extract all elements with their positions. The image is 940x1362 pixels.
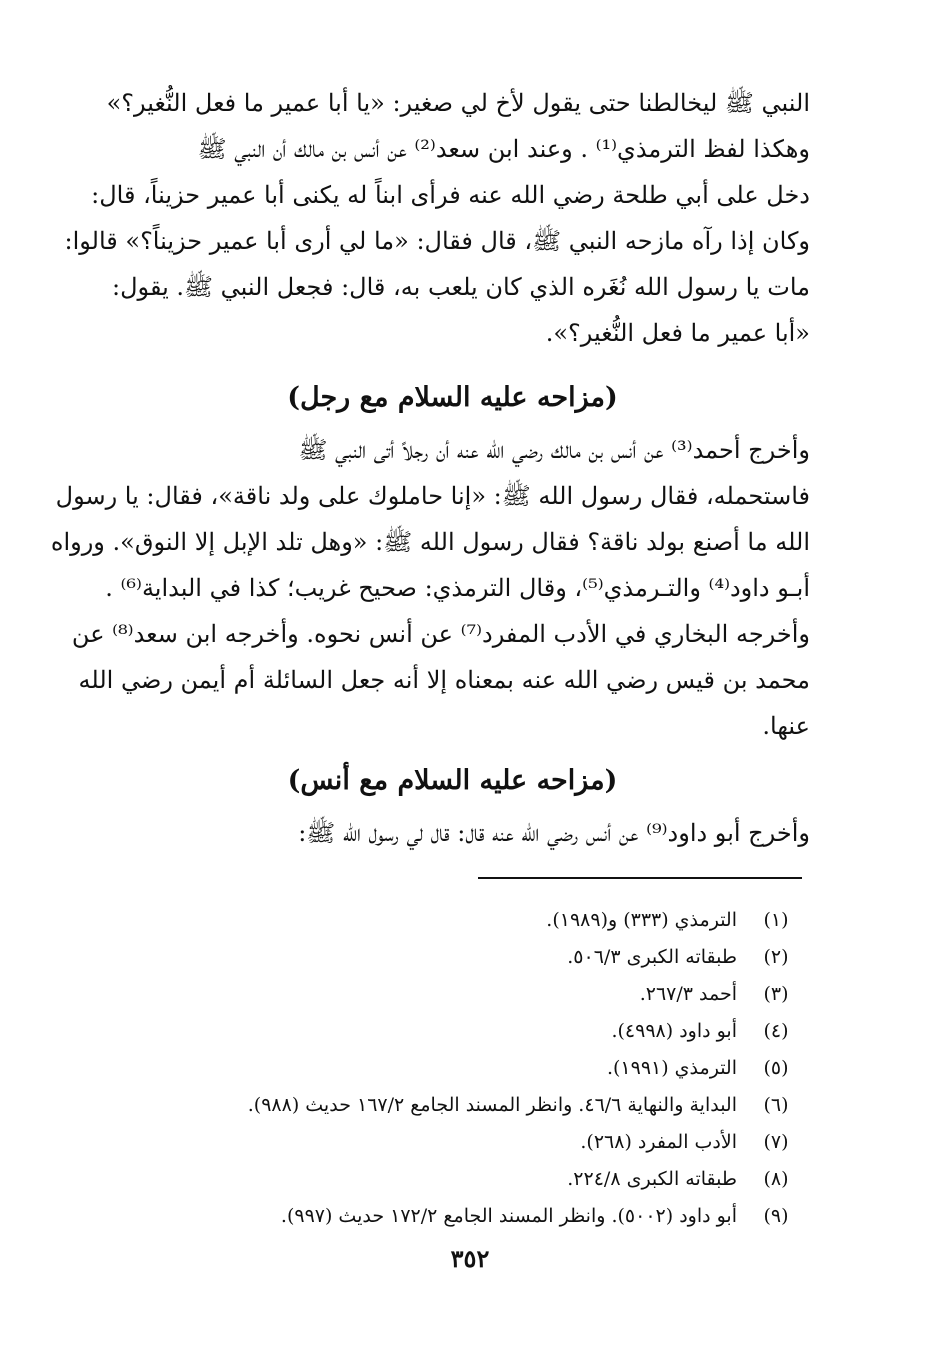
page-number: ٣٥٢ <box>450 1244 490 1273</box>
text-line: وأخرج أحمد⁽³⁾ عن أنس بن مالك رضي الله عنه أن رجلاً أتى النبي ﷺ <box>298 436 810 464</box>
footnote-item <box>140 1161 805 1198</box>
section-heading-man: (مزاحه عليه السلام مع رجل) <box>287 382 618 413</box>
text-line: وأخرجه البخاري في الأدب المفرد⁽⁷⁾ عن أنس نحوه. وأخرجه ابن سعد⁽⁸⁾ عن <box>71 620 810 648</box>
footnote-number: (٥) <box>763 1057 789 1079</box>
text-line: وكان إذا رآه مازحه النبي ﷺ، قال فقال: «ما لي أرى أبا عمير حزيناً؟» قالوا: <box>64 227 810 255</box>
footnote-text: الترمذي (٣٣٣) و(١٩٨٩). <box>546 909 737 931</box>
footnote-text: أبو داود (٤٩٩٨). <box>611 1020 737 1042</box>
footnote-number: (٩) <box>763 1205 789 1227</box>
text-line: وهكذا لفظ الترمذي⁽¹⁾ . وعند ابن سعد⁽²⁾ عن أنس بن مالك أن النبي ﷺ <box>197 135 810 163</box>
footnote-number: (٢) <box>763 946 789 968</box>
footnote-number: (١) <box>763 909 789 931</box>
text-line: «أبا عمير ما فعل النُّغير؟». <box>545 319 810 347</box>
footnote-item <box>140 902 805 939</box>
section-heading-anas: (مزاحه عليه السلام مع أنس) <box>287 765 618 796</box>
footnote-number: (٧) <box>763 1131 789 1153</box>
footnote-number: (٦) <box>763 1094 789 1116</box>
paragraph-2 <box>50 427 810 749</box>
footnote-text: أحمد ٢٦٧/٣. <box>639 983 737 1005</box>
footnote-text: الأدب المفرد (٢٦٨). <box>580 1131 737 1153</box>
footnote-item <box>140 1198 805 1235</box>
paragraph-1 <box>64 80 810 356</box>
footnote-separator <box>478 877 802 879</box>
text-line: فاستحمله، فقال رسول الله ﷺ: «إنا حاملوك على ولد ناقة»، فقال: يا رسول <box>55 482 810 510</box>
footnote-text: طبقاته الكبرى ٢٢٤/٨. <box>567 1168 737 1190</box>
footnote-number: (٣) <box>763 983 789 1005</box>
text-line: مات يا رسول الله نُغَره الذي كان يلعب به، قال: فجعل النبي ﷺ. يقول: <box>112 273 810 301</box>
text-line: النبي ﷺ ليخالطنا حتى يقول لأخ لي صغير: «يا أبا عمير ما فعل النُّغير؟» <box>106 89 810 117</box>
text-line: عنها. <box>762 712 810 740</box>
text-line: الله ما أصنع بولد ناقة؟ فقال رسول الله ﷺ: «وهل تلد الإبل إلا النوق». ورواه <box>50 528 810 556</box>
footnote-number: (٨) <box>763 1168 789 1190</box>
text-line: أبـو داود⁽⁴⁾ والتـرمذي⁽⁵⁾، وقال الترمذي: صحيح غريب؛ كذا في البداية⁽⁶⁾ . <box>105 574 810 602</box>
footnote-item <box>140 1124 805 1161</box>
footnote-text: البداية والنهاية ٤٦/٦. وانظر المسند الجامع ١٦٧/٢ حديث (٩٨٨). <box>247 1094 737 1116</box>
footnote-text: أبو داود (٥٠٠٢). وانظر المسند الجامع ١٧٢/٢ حديث (٩٩٧). <box>280 1205 737 1227</box>
footnote-item <box>140 976 805 1013</box>
footnote-item <box>140 1050 805 1087</box>
text-line: دخل على أبي طلحة رضي الله عنه فرأى ابناً له يكنى أبا عمير حزيناً، قال: <box>91 181 810 209</box>
text-line: وأخرج أبو داود⁽⁹⁾ عن أنس رضي الله عنه قال: قال لي رسول الله ﷺ: <box>298 819 810 847</box>
paragraph-3 <box>95 810 810 856</box>
footnote-text: طبقاته الكبرى ٥٠٦/٣. <box>567 946 737 968</box>
footnotes-list <box>140 902 805 1235</box>
text-line: محمد بن قيس رضي الله عنه بمعناه إلا أنه جعل السائلة أم أيمن رضي الله <box>78 666 810 694</box>
footnote-item <box>140 1013 805 1050</box>
footnote-item <box>140 939 805 976</box>
footnote-text: الترمذي (١٩٩١). <box>606 1057 737 1079</box>
footnote-item <box>140 1087 805 1124</box>
footnote-number: (٤) <box>763 1020 789 1042</box>
